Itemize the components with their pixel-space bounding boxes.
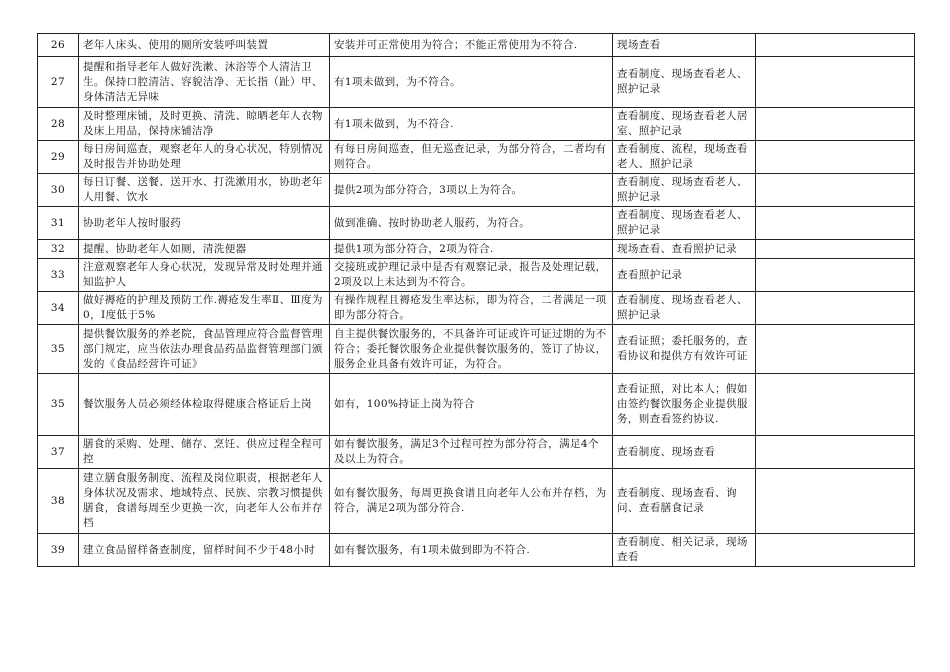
- standard-cell: 安装并可正常使用为符合；不能正常使用为不符合.: [330, 34, 613, 57]
- requirement-cell: 注意观察老年人身心状况，发现异常及时处理并通知监护人: [79, 259, 330, 292]
- table-row: [38, 240, 915, 259]
- standard-cell: 如有餐饮服务，每周更换食谱且向老年人公布并存档，为符合，满足2项为部分符合.: [330, 469, 613, 534]
- row-number: 34: [38, 292, 79, 325]
- row-number: 29: [38, 141, 79, 174]
- requirement-cell: 提供餐饮服务的养老院，食品管理应符合监督管理部门规定，应当依法办理食品药品监督管理部门颁发的《食品经营许可证》: [79, 325, 330, 374]
- row-number: 35: [38, 325, 79, 374]
- standard-cell: 有操作规程且褥疮发生率达标，即为符合，二者满足一项即为部分符合。: [330, 292, 613, 325]
- table-row: [38, 108, 915, 141]
- row-number: 38: [38, 469, 79, 534]
- standard-cell: 提供2项为部分符合，3项以上为符合。: [330, 174, 613, 207]
- row-number: 37: [38, 436, 79, 469]
- requirement-cell: 建立膳食服务制度、流程及岗位职责，根据老年人身体状况及需求、地域特点、民族、宗教习惯提供膳食，食谱每周至少更换一次，向老年人公布并存档: [79, 469, 330, 534]
- table-row: [38, 469, 915, 534]
- table-row: [38, 207, 915, 240]
- inspection-table-body: [38, 34, 915, 567]
- method-cell: 查看制度、现场查看老人、照护记录: [613, 292, 756, 325]
- requirement-cell: 每日房间巡查，观察老年人的身心状况，特别情况及时报告并协助处理: [79, 141, 330, 174]
- standard-cell: 有1项未做到，为不符合.: [330, 108, 613, 141]
- method-cell: 查看证照；委托服务的，查看协议和提供方有效许可证: [613, 325, 756, 374]
- table-row: [38, 436, 915, 469]
- inspection-table: [37, 33, 915, 567]
- method-cell: 查看制度、现场查看: [613, 436, 756, 469]
- method-cell: 查看制度、相关记录，现场查看: [613, 534, 756, 567]
- standard-cell: 如有，100%持证上岗为符合: [330, 374, 613, 436]
- method-cell: 查看制度、现场查看老人、照护记录: [613, 174, 756, 207]
- table-row: [38, 374, 915, 436]
- requirement-cell: 膳食的采购、处理、储存、烹饪、供应过程全程可控: [79, 436, 330, 469]
- table-row: [38, 57, 915, 108]
- requirement-cell: 协助老年人按时服药: [79, 207, 330, 240]
- table-row: [38, 259, 915, 292]
- row-number: 39: [38, 534, 79, 567]
- remarks-cell: [756, 108, 915, 141]
- remarks-cell: [756, 469, 915, 534]
- remarks-cell: [756, 374, 915, 436]
- table-row: [38, 141, 915, 174]
- requirement-cell: 做好褥疮的护理及预防工作.褥疮发生率Ⅱ、Ⅲ度为0，Ⅰ度低于5%: [79, 292, 330, 325]
- table-row: [38, 325, 915, 374]
- method-cell: 查看证照，对比本人；假如由签约餐饮服务企业提供服务，则查看签约协议.: [613, 374, 756, 436]
- table-row: [38, 174, 915, 207]
- row-number: 31: [38, 207, 79, 240]
- standard-cell: 有每日房间巡查，但无巡查记录，为部分符合，二者均有则符合。: [330, 141, 613, 174]
- requirement-cell: 老年人床头、使用的厕所安装呼叫装置: [79, 34, 330, 57]
- method-cell: 现场查看、查看照护记录: [613, 240, 756, 259]
- requirement-cell: 每日订餐、送餐、送开水、打洗漱用水，协助老年人用餐、饮水: [79, 174, 330, 207]
- method-cell: 查看制度、现场查看、询问、查看膳食记录: [613, 469, 756, 534]
- requirement-cell: 提醒和指导老年人做好洗漱、沐浴等个人清洁卫生。保持口腔清洁、容貌洁净、无长指（趾）甲、身体清洁无异味: [79, 57, 330, 108]
- method-cell: 查看制度、流程，现场查看老人、照护记录: [613, 141, 756, 174]
- requirement-cell: 餐饮服务人员必须经体检取得健康合格证后上岗: [79, 374, 330, 436]
- method-cell: 查看制度、现场查看老人、照护记录: [613, 207, 756, 240]
- remarks-cell: [756, 292, 915, 325]
- standard-cell: 自主提供餐饮服务的，不具备许可证或许可证过期的为不符合；委托餐饮服务企业提供餐饮服务的，签订了协议，服务企业具备有效许可证，为符合。: [330, 325, 613, 374]
- remarks-cell: [756, 240, 915, 259]
- table-row: [38, 534, 915, 567]
- row-number: 32: [38, 240, 79, 259]
- remarks-cell: [756, 57, 915, 108]
- standard-cell: 如有餐饮服务，有1项未做到即为不符合.: [330, 534, 613, 567]
- method-cell: 现场查看: [613, 34, 756, 57]
- remarks-cell: [756, 174, 915, 207]
- table-row: [38, 34, 915, 57]
- row-number: 30: [38, 174, 79, 207]
- requirement-cell: 及时整理床铺，及时更换、清洗、晾晒老年人衣物及床上用品，保持床铺洁净: [79, 108, 330, 141]
- remarks-cell: [756, 259, 915, 292]
- method-cell: 查看照护记录: [613, 259, 756, 292]
- method-cell: 查看制度、现场查看老人、照护记录: [613, 57, 756, 108]
- method-cell: 查看制度、现场查看老人居室、照护记录: [613, 108, 756, 141]
- standard-cell: 如有餐饮服务，满足3个过程可控为部分符合，满足4个及以上为符合。: [330, 436, 613, 469]
- standard-cell: 有1项未做到，为不符合。: [330, 57, 613, 108]
- remarks-cell: [756, 534, 915, 567]
- remarks-cell: [756, 141, 915, 174]
- remarks-cell: [756, 207, 915, 240]
- requirement-cell: 提醒、协助老年人如厕，清洗便器: [79, 240, 330, 259]
- table-row: [38, 292, 915, 325]
- remarks-cell: [756, 34, 915, 57]
- row-number: 28: [38, 108, 79, 141]
- row-number: 27: [38, 57, 79, 108]
- row-number: 26: [38, 34, 79, 57]
- remarks-cell: [756, 325, 915, 374]
- requirement-cell: 建立食品留样备查制度，留样时间不少于48小时: [79, 534, 330, 567]
- standard-cell: 提供1项为部分符合，2项为符合.: [330, 240, 613, 259]
- row-number: 33: [38, 259, 79, 292]
- row-number: 35: [38, 374, 79, 436]
- standard-cell: 交接班或护理记录中是否有观察记录，报告及处理记载，2项及以上未达到为不符合。: [330, 259, 613, 292]
- remarks-cell: [756, 436, 915, 469]
- standard-cell: 做到准确、按时协助老人服药，为符合。: [330, 207, 613, 240]
